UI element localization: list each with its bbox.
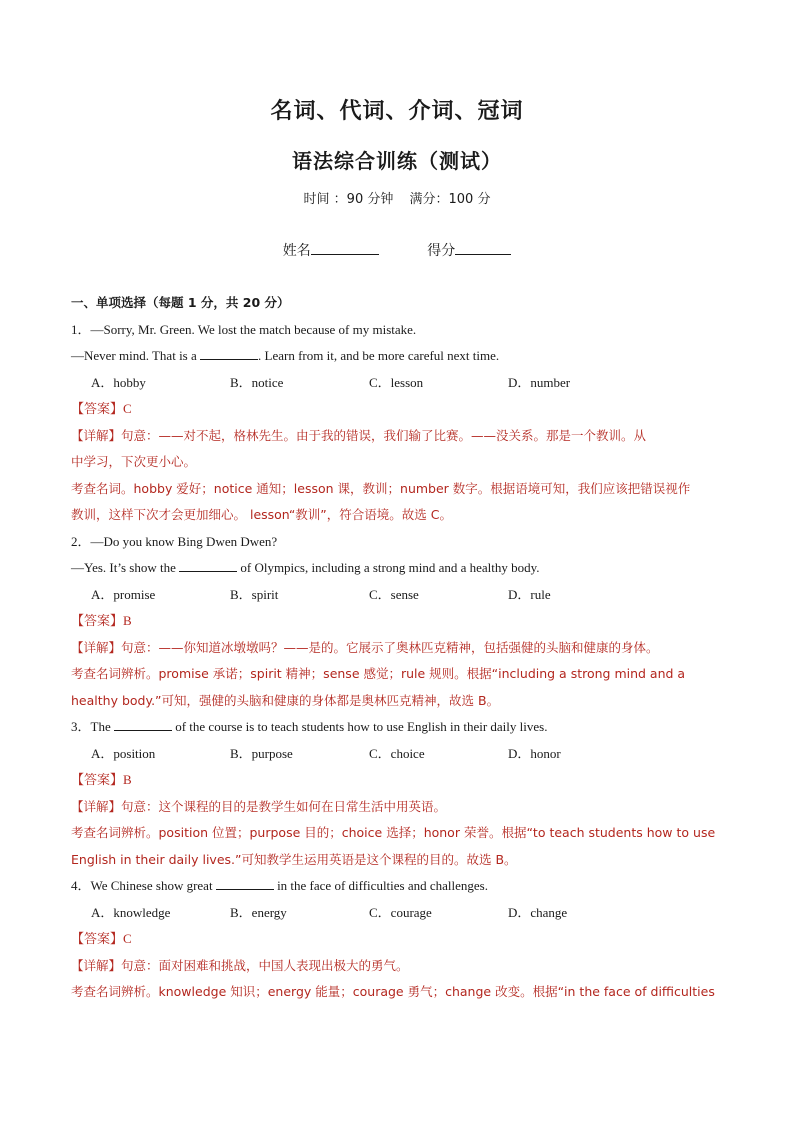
option-c: C．sense	[369, 586, 419, 602]
option-c: C．choice	[369, 745, 425, 761]
question-2-stem: 2．—Do you know Bing Dwen Dwen?	[71, 533, 278, 549]
option-b: B．energy	[230, 904, 287, 920]
detail-line: 句意：——你知道冰墩墩吗？——是的。它展示了奥林匹克精神，包括强健的头脑和健康的身体。	[121, 639, 659, 655]
question-3-options	[71, 741, 726, 768]
answer-value: B	[123, 613, 132, 628]
option-a: A．knowledge	[91, 904, 171, 920]
detail-line: 考查名词。hobby 爱好；notice 通知；lesson 课，教训；number 数字。根据语境可知，我们应该把错误视作	[71, 480, 691, 496]
page-subtitle: 语法综合训练（测试）	[292, 149, 502, 173]
answer-blank	[179, 558, 237, 572]
exam-meta	[0, 188, 794, 207]
stem-text: . Learn from it, and be more careful next time.	[258, 348, 500, 363]
name-label: 姓名	[282, 243, 311, 259]
question-2-stem-2	[71, 555, 726, 582]
score-field	[427, 240, 511, 260]
question-3-answer	[71, 767, 726, 794]
option-a: A．hobby	[91, 374, 146, 390]
stem-text: in the face of difficulties and challenges.	[273, 878, 488, 893]
question-1-stem-2	[71, 343, 726, 370]
score-blank	[455, 240, 511, 255]
answer-tag: 【答案】	[71, 932, 124, 947]
option-c: C．courage	[369, 904, 432, 920]
option-d: D．honor	[508, 745, 561, 761]
option-d: D．rule	[508, 586, 551, 602]
option-a: A．position	[91, 745, 156, 761]
stem-text: —Never mind. That is a	[71, 348, 201, 363]
question-4-answer	[71, 926, 726, 953]
detail-line: English in their daily lives.”可知教学生运用英语是这个课程的目的。故选 B。	[71, 851, 517, 867]
question-4-options	[71, 900, 726, 927]
exam-content	[71, 290, 726, 1006]
answer-value: B	[123, 772, 132, 787]
answer-tag: 【答案】	[71, 614, 124, 629]
question-1-stem: 1．—Sorry, Mr. Green. We lost the match because of my mistake.	[71, 321, 417, 337]
detail-line: 考查名词辨析。knowledge 知识；energy 能量；courage 勇气；change 改变。根据“in the face of difficulties	[71, 984, 715, 999]
option-d: D．number	[508, 374, 571, 390]
score-label: 得分	[427, 243, 456, 259]
detail-line: healthy body.”可知，强健的头脑和健康的身体都是奥林匹克精神，故选 B。	[71, 692, 500, 708]
time-info: 时间 ：90 分钟	[303, 192, 394, 207]
stem-text: of Olympics, including a strong mind and a healthy body.	[237, 560, 540, 575]
question-2-detail	[71, 635, 726, 662]
detail-line: 句意：——对不起，格林先生。由于我的错误，我们输了比赛。——没关系。那是一个教训。从	[121, 427, 647, 443]
section-title: 一、单项选择（每题 1 分，共 20 分）	[71, 295, 290, 310]
answer-blank	[200, 346, 258, 360]
name-score-row	[0, 240, 794, 260]
detail-tag: 【详解】	[71, 639, 122, 655]
option-b: B．spirit	[230, 586, 279, 602]
answer-blank	[216, 876, 274, 890]
question-3-detail	[71, 794, 726, 821]
stem-text: 3．The	[71, 719, 114, 734]
detail-tag: 【详解】	[71, 957, 122, 973]
total-score-info: 满分：100 分	[409, 192, 491, 207]
stem-text: 4．We Chinese show great	[71, 878, 216, 893]
detail-line: 句意：这个课程的目的是教学生如何在日常生活中用英语。	[121, 798, 447, 814]
answer-tag: 【答案】	[71, 402, 124, 417]
name-blank	[311, 240, 379, 255]
detail-line: 教训，这样下次才会更加细心。 lesson“教训”，符合语境。故选 C。	[71, 507, 452, 522]
option-a: A．promise	[91, 586, 156, 602]
detail-line: 考查名词辨析。promise 承诺；spirit 精神；sense 感觉；rule 规则。根据“including a strong mind and a	[71, 666, 686, 681]
stem-text: of the course is to teach students how to use English in their daily lives.	[171, 719, 548, 734]
question-1-options	[71, 370, 726, 397]
detail-tag: 【详解】	[71, 427, 122, 443]
page-title: 名词、代词、介词、冠词	[270, 99, 524, 124]
answer-value: C	[123, 401, 132, 416]
question-3-stem	[71, 714, 726, 741]
question-2-answer	[71, 608, 726, 635]
answer-blank	[114, 717, 172, 731]
detail-tag: 【详解】	[71, 798, 122, 814]
question-4-detail	[71, 953, 726, 980]
option-c: C．lesson	[369, 374, 424, 390]
detail-line: 中学习，下次更小心。	[71, 454, 197, 469]
question-2-options	[71, 582, 726, 609]
question-4-stem	[71, 873, 726, 900]
option-b: B．notice	[230, 374, 284, 390]
question-1-answer	[71, 396, 726, 423]
name-field	[283, 240, 379, 260]
answer-value: C	[123, 931, 132, 946]
question-1-detail	[71, 423, 726, 450]
answer-tag: 【答案】	[71, 773, 124, 788]
detail-line: 考查名词辨析。position 位置；purpose 目的；choice 选择；honor 荣誉。根据“to teach students how to use	[71, 825, 716, 840]
option-b: B．purpose	[230, 745, 293, 761]
detail-line: 句意：面对困难和挑战，中国人表现出极大的勇气。	[121, 957, 409, 973]
stem-text: —Yes. It’s show the	[71, 560, 180, 575]
option-d: D．change	[508, 904, 568, 920]
